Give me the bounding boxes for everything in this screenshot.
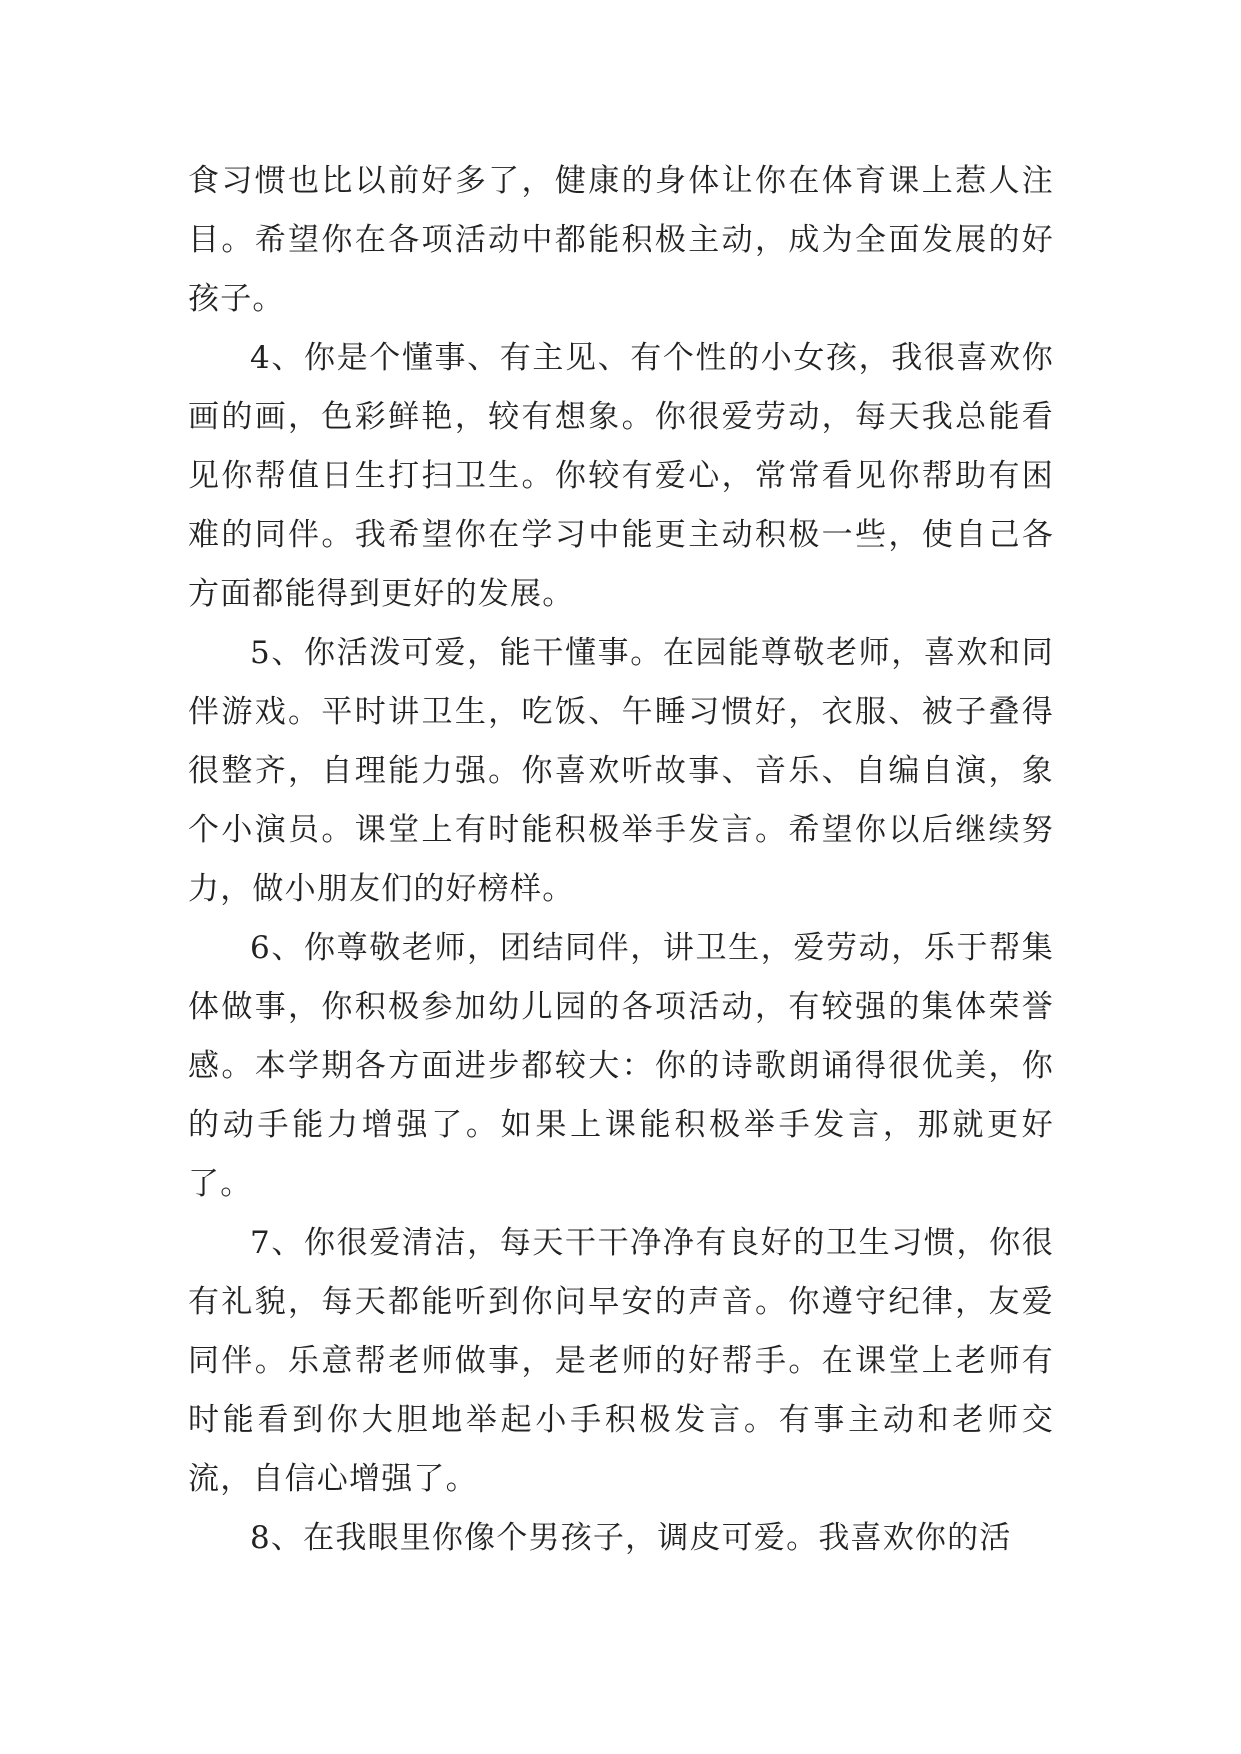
paragraph-item-6: 6、你尊敬老师，团结同伴，讲卫生，爱劳动，乐于帮集体做事，你积极参加幼儿园的各项活动，有较强的集体荣誉感。本学期各方面进步都较大：你的诗歌朗诵得很优美，你的动手能力增强了。如果上课能积极举手发言，那就更好了。 (188, 930, 1054, 1202)
paragraph-continuation: 食习惯也比以前好多了，健康的身体让你在体育课上惹人注目。希望你在各项活动中都能积极主动，成为全面发展的好孩子。 (188, 163, 1054, 317)
document-body (188, 152, 1054, 1568)
paragraph-item-7: 7、你很爱清洁，每天干干净净有良好的卫生习惯，你很有礼貌，每天都能听到你问早安的声音。你遵守纪律，友爱同伴。乐意帮老师做事，是老师的好帮手。在课堂上老师有时能看到你大胆地举起小手积极发言。有事主动和老师交流，自信心增强了。 (188, 1225, 1054, 1497)
paragraph-item-4: 4、你是个懂事、有主见、有个性的小女孩，我很喜欢你画的画，色彩鲜艳，较有想象。你很爱劳动，每天我总能看见你帮值日生打扫卫生。你较有爱心，常常看见你帮助有困难的同伴。我希望你在学习中能更主动积极一些，使自己各方面都能得到更好的发展。 (188, 340, 1054, 612)
paragraph-item-5: 5、你活泼可爱，能干懂事。在园能尊敬老师，喜欢和同伴游戏。平时讲卫生，吃饭、午睡习惯好，衣服、被子叠得很整齐，自理能力强。你喜欢听故事、音乐、自编自演，象个小演员。课堂上有时能积极举手发言。希望你以后继续努力，做小朋友们的好榜样。 (188, 635, 1054, 907)
paragraph-item-8: 8、在我眼里你像个男孩子，调皮可爱。我喜欢你的活 (250, 1520, 1012, 1556)
